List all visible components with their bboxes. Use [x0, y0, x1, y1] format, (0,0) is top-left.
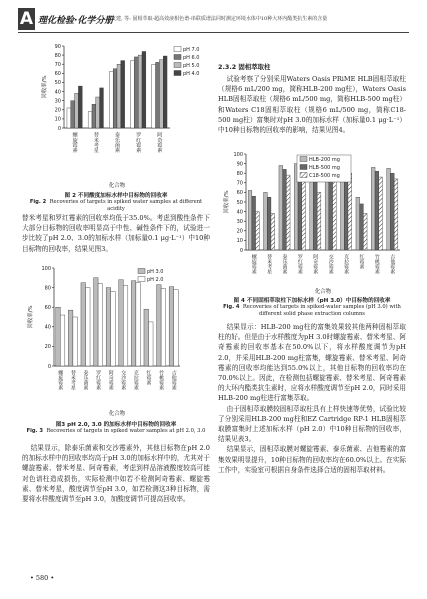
legend-swatch [300, 165, 307, 170]
fig3-caption-cn: 图3 pH 2.0, 3.0 的加标水样中目标物的回收率 [55, 422, 177, 428]
left-para-2: 结果显示，除泰乐菌素和交沙霉素外，其他目标物在pH 2.0的加标水样中的回收率均高于pH 3.0的加标水样中的，尤其对于螺旋霉素、替米考星、阿奇霉素，考虑到样品溶液酸度较高可能对色谱柱造成损伤，实际检测中如若不检测阿奇霉素、螺旋霉素、替米考星，酸度调节至pH 3.0，如若检测这3种目标物，需要将水样酸度调节至pH 3.0，加酸度调节可提高回收率。 [22, 444, 210, 504]
y-axis-label: 回收率/% [28, 305, 34, 329]
bar [248, 190, 252, 250]
bar [96, 97, 100, 128]
x-tick-label: 罗红霉素 [296, 254, 303, 274]
running-title: 郭文建, 等: 固相萃取-超高效液相色谱-串联质谱法同时测定环境水体中10种大环内酯类抗生素的含量 [106, 16, 328, 22]
bar [333, 181, 337, 250]
y-tick-label: 60 [44, 305, 51, 311]
x-tick-label: 吉他霉素 [170, 370, 177, 390]
right-para-1: 试验考察了分别采用Waters Oasis PRiME HLB固相萃取柱（规格6 mL/200 mg，简称HLB-200 mg柱），Waters Oasis HLB固相萃取柱（规格6 mL/500 mg，简称HLB-500 mg柱）和Waters C18固相萃取柱（规格6 mL/500 mg，简称C18-500 mg柱）富集时对pH 3.0的加标水样（加标量0.1 μg·L⁻¹）中10种目标物的回收率的影响，结果见图4。 [218, 75, 406, 135]
y-tick-label: 30 [236, 219, 243, 225]
bar [256, 212, 260, 250]
right-text-2 [218, 322, 406, 475]
y-tick-label: 100 [233, 151, 243, 158]
figure-2 [40, 38, 210, 188]
right-para-2: 结果显示：HLB-200 mg柱的富集效果较其他两种固相萃取柱的好。但是由于水样酸度为pH 3.0时螺旋霉素、替米考星、阿奇霉素的回收率基本在50.0%以下，将水样酸度调节为pH 2.0，并采用HLB-200 mg柱富集，螺旋霉素、替米考星、阿奇霉素的回收率均能达到55.0%以上，其他目标物的回收率均在70.0%以上。因此，在检测包括螺旋霉素、替米考星、阿奇霉素的大环内酯类抗生素时，应将水样酸度调节至pH 2.0，同时采用HLB-200 mg柱进行富集萃取。 [218, 323, 406, 403]
bar [156, 62, 160, 128]
legend-label: HLB-500 mg [309, 165, 340, 171]
legend-swatch [138, 277, 145, 282]
y-tick-label: 0 [47, 363, 51, 370]
bar [75, 93, 79, 128]
bar [159, 60, 163, 128]
legend-label: C18-500 mg [309, 173, 340, 179]
x-tick-label: 罗红霉素 [95, 370, 102, 390]
x-tick-label: 红霉素 [145, 370, 152, 385]
x-tick-label: 克拉霉素 [343, 254, 350, 274]
bar [283, 169, 287, 250]
x-axis-label: 化合物 [108, 411, 126, 417]
chart-fig2 [40, 38, 210, 190]
x-tick-label: 泰乐菌素 [281, 254, 288, 274]
bar [78, 86, 82, 128]
y-tick-label: 10 [236, 238, 243, 245]
x-tick-label: 替米考星 [266, 254, 273, 274]
bar [109, 72, 113, 128]
chart-fig3 [26, 260, 210, 418]
y-tick-label: 40 [236, 209, 243, 216]
y-tick-label: 10 [54, 116, 61, 123]
y-tick-label: 0 [239, 247, 243, 254]
bar [387, 168, 391, 250]
y-tick-label: 90 [236, 161, 243, 168]
bar [98, 284, 103, 366]
bar [117, 64, 121, 128]
x-tick-label: 泰乐菌素 [114, 132, 120, 153]
y-axis-label: 回收率/% [224, 190, 230, 214]
bar [169, 287, 174, 366]
legend-label: pH 5.0 [183, 63, 200, 69]
bar [56, 307, 61, 366]
bar [73, 317, 78, 366]
legend-swatch [138, 269, 145, 274]
legend-label: pH 7.0 [183, 47, 200, 53]
y-tick-label: 20 [54, 107, 61, 114]
legend-label: pH 4.0 [183, 71, 200, 77]
bar [371, 167, 375, 250]
y-tick-label: 0 [57, 125, 61, 132]
x-tick-label: 螺旋霉素 [250, 254, 257, 274]
y-tick-label: 60 [54, 71, 61, 78]
y-tick-label: 30 [54, 98, 61, 105]
y-tick-label: 50 [236, 199, 243, 206]
header-rule [18, 32, 409, 33]
bar [174, 290, 179, 366]
fig2-caption-cn: 图 2 不同酸度加标水样中目标物的回收率 [64, 193, 168, 199]
bar [92, 104, 96, 128]
y-tick-label: 60 [236, 190, 243, 197]
legend-swatch [174, 71, 181, 76]
bar [136, 283, 141, 366]
page-header [0, 0, 427, 34]
page-number: • 580 • [30, 574, 55, 582]
x-tick-label: 交沙霉素 [120, 370, 127, 390]
legend-swatch [174, 47, 181, 52]
x-tick-label: 罗红霉素 [135, 132, 142, 153]
bar [60, 315, 65, 366]
bar [131, 281, 136, 366]
bar [267, 197, 271, 250]
x-tick-label: 竹桃霉素 [373, 254, 380, 274]
x-tick-label: 螺旋霉素 [71, 132, 78, 153]
x-axis-label: 化合物 [108, 183, 126, 189]
y-tick-label: 80 [54, 52, 61, 59]
chart-fig4 [222, 146, 406, 296]
right-text-1 [218, 74, 406, 135]
x-tick-label: 阿奇霉素 [107, 370, 114, 390]
bar [271, 214, 275, 250]
bar [286, 175, 290, 250]
y-tick-label: 70 [54, 62, 61, 69]
bar [163, 56, 167, 128]
bar [81, 283, 86, 366]
bar [379, 177, 383, 250]
x-tick-label: 红霉素 [358, 254, 365, 269]
bar [348, 173, 352, 250]
x-axis-label: 化合物 [314, 289, 332, 295]
legend-label: pH 2.0 [147, 277, 164, 283]
bar [279, 166, 283, 250]
x-tick-label: 泰乐菌素 [82, 370, 89, 390]
bar [252, 196, 256, 250]
bar [161, 289, 166, 366]
y-axis-label: 回收率/% [42, 75, 48, 99]
y-tick-label: 90 [54, 43, 61, 50]
fig2-caption-en: Fig. 2 Recoveries of targets in spiked water samples at different acidity [29, 199, 203, 212]
figure-3 [26, 260, 210, 418]
legend-swatch [300, 173, 307, 178]
bar [157, 285, 162, 366]
x-tick-label: 替米考星 [92, 132, 99, 153]
y-tick-label: 20 [44, 344, 51, 351]
bar [302, 171, 306, 250]
x-tick-label: 阿奇霉素 [312, 254, 319, 274]
bar [134, 57, 138, 128]
y-tick-label: 70 [236, 180, 243, 187]
bar [394, 179, 398, 250]
journal-name: 理化检验·化学分册 [38, 16, 114, 26]
bar [390, 173, 394, 250]
bar [123, 286, 128, 366]
legend-swatch [174, 63, 181, 68]
bar [131, 61, 135, 128]
bar [149, 322, 154, 366]
y-tick-label: 40 [44, 324, 51, 331]
x-tick-label: 克拉霉素 [132, 370, 139, 390]
bar [356, 197, 360, 250]
section-title: 2.3.2 固相萃取柱 [218, 63, 271, 71]
y-tick-label: 80 [236, 171, 243, 177]
bar [111, 292, 116, 366]
right-para-3: 由于固相萃取膜较固相萃取柱具有上样快速等优势，试验比较了分别采用HLB-200 mg柱和EZ Cartridge RP-1 HLB固相萃取膜富集时上述加标水样（pH 2.0）中10种目标物的回收率，结果见表3。 [218, 404, 406, 444]
bar [310, 175, 314, 250]
bar [113, 69, 117, 128]
bar [106, 288, 111, 366]
fig4-caption-en: Fig. 4 Recoveries of targets in spiked-water samples (pH 3.0) with different solid phase extraction columns [223, 304, 401, 317]
bar [313, 179, 317, 250]
bar [88, 112, 92, 128]
x-tick-label: 吉他霉素 [389, 254, 396, 274]
bar [119, 280, 124, 366]
bar [360, 204, 364, 250]
bar [144, 309, 149, 366]
bar [375, 171, 379, 250]
bar [67, 108, 71, 128]
bar [363, 214, 367, 250]
y-tick-label: 40 [54, 89, 61, 96]
y-tick-label: 80 [44, 285, 51, 292]
bar [94, 278, 99, 366]
fig4-caption-cn: 图 4 不同固相萃取柱下加标水样（pH 3.0）中目标物的回收率 [233, 298, 391, 304]
legend-swatch [174, 55, 181, 60]
x-tick-label: 替米考星 [69, 370, 76, 390]
y-tick-label: 50 [54, 80, 61, 87]
bar [68, 310, 73, 366]
bar [121, 61, 125, 128]
left-text-2 [22, 443, 210, 504]
x-tick-label: 阿奇霉素 [156, 132, 163, 153]
bar [317, 192, 321, 250]
y-tick-label: 20 [236, 228, 243, 235]
bar [86, 288, 91, 366]
legend-swatch [300, 157, 307, 162]
bar [264, 192, 268, 250]
right-para-4: 结果显示，固相萃取膜对螺旋霉素、泰乐菌素、吉他霉素的富集效果明显提升，10种目标物的回收率均在60.0%以上。在实际工作中，实验室可根据自身条件选择合适的固相萃取材料。 [218, 445, 406, 474]
bar [142, 51, 146, 128]
legend-label: pH 6.0 [183, 55, 200, 61]
x-tick-label: 竹桃霉素 [158, 370, 165, 390]
left-text-1 [22, 213, 210, 254]
bar [138, 55, 142, 128]
bar [100, 88, 104, 128]
figure-4 [222, 146, 406, 296]
bar [152, 64, 156, 128]
legend-label: HLB-200 mg [309, 157, 340, 163]
left-para-1: 替米考星和罗红霉素的回收率均低于35.0%。考虑到酸性条件下大部分目标物的回收率明显高于中性、碱性条件下的，试验进一步比较了pH 2.0、3.0的加标水样（加标量0.1 μg·L⁻¹）中10种目标物的回收率，结果见图3。 [22, 214, 210, 253]
fig3-caption-en: Fig. 3 Recoveries of targets in spiked water samples at pH 2.0, 3.0 [26, 428, 206, 434]
x-tick-label: 交沙霉素 [327, 254, 334, 274]
journal-logo: A [19, 9, 34, 29]
legend-label: pH 3.0 [147, 269, 164, 275]
x-tick-label: 螺旋霉素 [57, 370, 64, 390]
bar [71, 101, 75, 128]
y-tick-label: 100 [41, 265, 51, 272]
bar [329, 170, 333, 250]
